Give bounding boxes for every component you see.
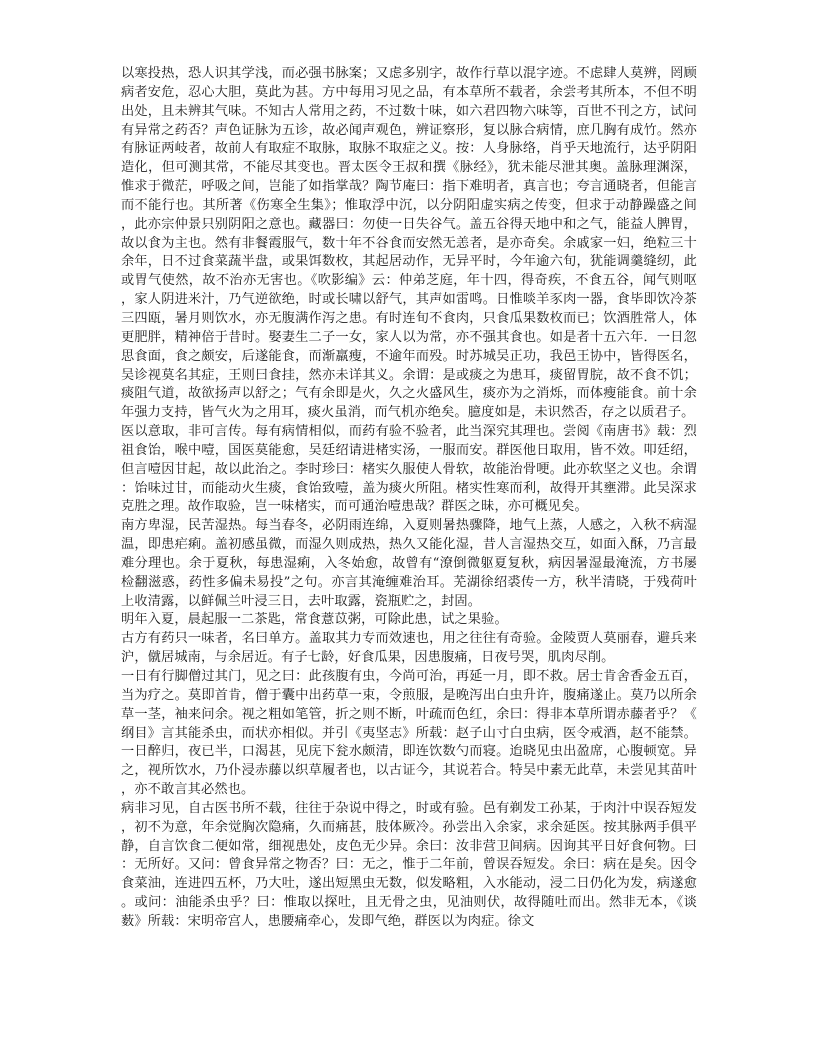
paragraph-choking-remedy: 医以意取，非可言传。每有病情相似，而药有验不验者，此当深究其理也。尝阅《南唐书》载：烈祖食饴，喉中噎，国医莫能愈，吴廷绍请进楮实汤，一服而安。群医他日取用，皆不效。叩廷绍，但言噎因甘起，故以此治之。李时珍曰：楮实久服使人骨软，故能治骨哽。此亦软坚之义也。余谓：饴味过甘，而能动火生痰，食饴致噎，盖为痰火所阻。楮实性寒而利，故得开其壅滞。此吴深求克胜之理。故作取验，岂一味楮实，而可通治噎患哉？群医之昧，亦可概见矣。 (121, 424, 697, 515)
paragraph-pulse-and-diagnosis: 以寒投热，恐人识其学浅，而必强书脉案；又虑多别字，故作行草以混字迹。不虑肆人莫辨，罔顾病者安危，忍心大胆，莫此为甚。方中每用习见之品，有本草所不载者，余尝考其所本，不但不明出处，且未辨其气味。不知古人常用之药，不过数十味，如六君四物六味等，百世不刊之方，试问有异常之药否？声色证脉为五诊，故必闻声观色，辨证察形，复以脉合病情，庶几胸有成竹。然亦有脉证两岐者，故前人有取症不取脉，取脉不取症之义。按：人身脉络，肖乎天地流行，达乎阴阳造化，但可测其常，不能尽其变也。晋太医令王叔和撰《脉经》，犹未能尽泄其奥。盖脉理渊深，惟求于微茫，呼吸之间，岂能了如指掌哉？陶节庵曰：指下难明者，真言也；夸言通晓者，但能言而不能行也。其所著《伤寒全生集》；惟取浮中沉，以分阴阳虚实病之传变，但求于动静躁盛之间，此亦宗仲景只别阴阳之意也。藏器曰：勿使一日失谷气。盖五谷得天地中和之气，能益人脾胃，故以食为主也。然有非餐霞服气，数十年不谷食而安然无恙者，是亦奇矣。余戚家一妇，绝粒三十余年，日不过食菜蔬半盘，或果饵数枚，其起居动作，无异平时，今年逾六旬，犹能调羹缝纫，此或胃气使然，故不治亦无害也。《吹影编》云：仲弟芝庭，年十四，得奇疾，不食五谷，闻气则呕，家人阴进米汁，乃气逆欲绝，时或长啸以舒气，其声如雷鸣。日惟啖羊豕肉一器，食毕即饮冷茶三四瓯，暑月则饮水，亦无腹满作泻之患。有时连旬不食肉，只食瓜果数枚而已；饮酒胜常人，体更肥胖，精神倍于昔时。娶妻生二子一女，家人以为常，亦不强其食也。如是者十五六年．一日忽思食面，食之颇安，后遂能食，而渐羸瘦，不逾年而殁。时苏城吴正功，我邑王协中，皆得医名，吴诊视莫名其症，王则曰食挂，然亦未详其义。余谓：是或痰之为患耳，痰留胃脘，故不食不饥；痰阻气道，故欲扬声以舒之；气有余即是火，久之火盛风生，痰亦为之消烁，而体瘦能食。前十余年强力支持，皆气火为之用耳，痰火虽消，而气机亦绝矣。臆度如是，未识然否，存之以质君子。 (121, 66, 697, 421)
paragraph-swallowed-hair-case: 病非习见，自古医书所不载，往往于杂说中得之，时或有验。邑有剃发工孙某，于肉汁中误吞短发，初不为意，年余觉胸次隐痛，久而痛甚，肢体厥冷。孙尝出入余家，求余延医。按其脉两手俱平静，自言饮食二便如常，细视患处，皮色无少异。余曰：汝非营卫间病。因询其平日好食何物。曰：无所好。又问：曾食异常之物否？曰：无之，惟于二年前，曾误吞短发。余曰：病在是矣。因令食菜油，连进四五杯，乃大吐，遂出短黑虫无数，似发略粗，入水能动，浸二日仍化为发，病遂愈。或问：油能杀虫乎？曰：惟取以探吐，且无骨之虫，见油则伏，故得随吐而出。然非无本，《谈薮》所载：宋明帝宫人，患腰痛牵心，发即气绝，群医以为肉症。徐文 (121, 800, 697, 929)
paragraph-red-vine-worm-cure: 一日有行脚僧过其门，见之曰：此孩腹有虫，今尚可治，再延一月，即不救。居士肯舍香金五百，当为疗之。莫即首肯，僧于囊中出药草一束，令煎服，是晚泻出白虫升许，腹痛遂止。莫乃以所余草一茎，袖来问余。视之粗如笔管，折之则不断，叶疏而色红，余曰：得非本草所谓赤藤者乎？《纲目》言其能杀虫，而状亦相似。并引《夷坚志》所载：赵子山寸白虫病，医令戒酒，赵不能禁。一日醉归，夜已半，口渴甚，见庑下瓮水颇清，即连饮数勺而寝。迨晓见虫出盈席，心腹顿宽。异之，视所饮水，乃仆浸赤藤以织草履者也，以古证今，其说若合。特吴中素无此草，未尝见其苗叶，亦不敢言其必然也。 (121, 669, 697, 798)
document-page (121, 65, 697, 995)
paragraph-single-herb-prescriptions: 古方有药只一味者，名曰单方。盖取其力专而效速也，用之往往有奇验。金陵贾人莫丽春，避兵来沪，僦居城南，与余居近。有子七龄，好食瓜果，因患腹痛，日夜号哭，肌肉尽削。 (121, 631, 697, 666)
paragraph-damp-heat: 南方卑湿，民苦湿热。每当春冬，必阴雨连绵，入夏则暑热骤降，地气上蒸，人感之，入秋不病湿温，即患疟痢。盖初感虽微，而湿久则成热，热久又能化湿，昔人言湿热交互，如面入酥，乃言最难分理也。余于夏秋，每患湿痢，入冬始愈，故曾有“潦倒微躯夏复秋，病因暑湿最淹流，方书屡检翻滋惑，药性多偏未易投”之句。亦言其淹缠难治耳。芜湖徐绍裘传一方，秋半清晓，于残荷叶上收清露，以鲜佩兰叶浸三日，去叶取露，瓷瓶贮之，封固。 (121, 518, 697, 609)
paragraph-dew-remedy: 明年入夏，晨起服一二茶匙，常食薏苡粥，可除此患，试之果验。 (121, 612, 508, 628)
